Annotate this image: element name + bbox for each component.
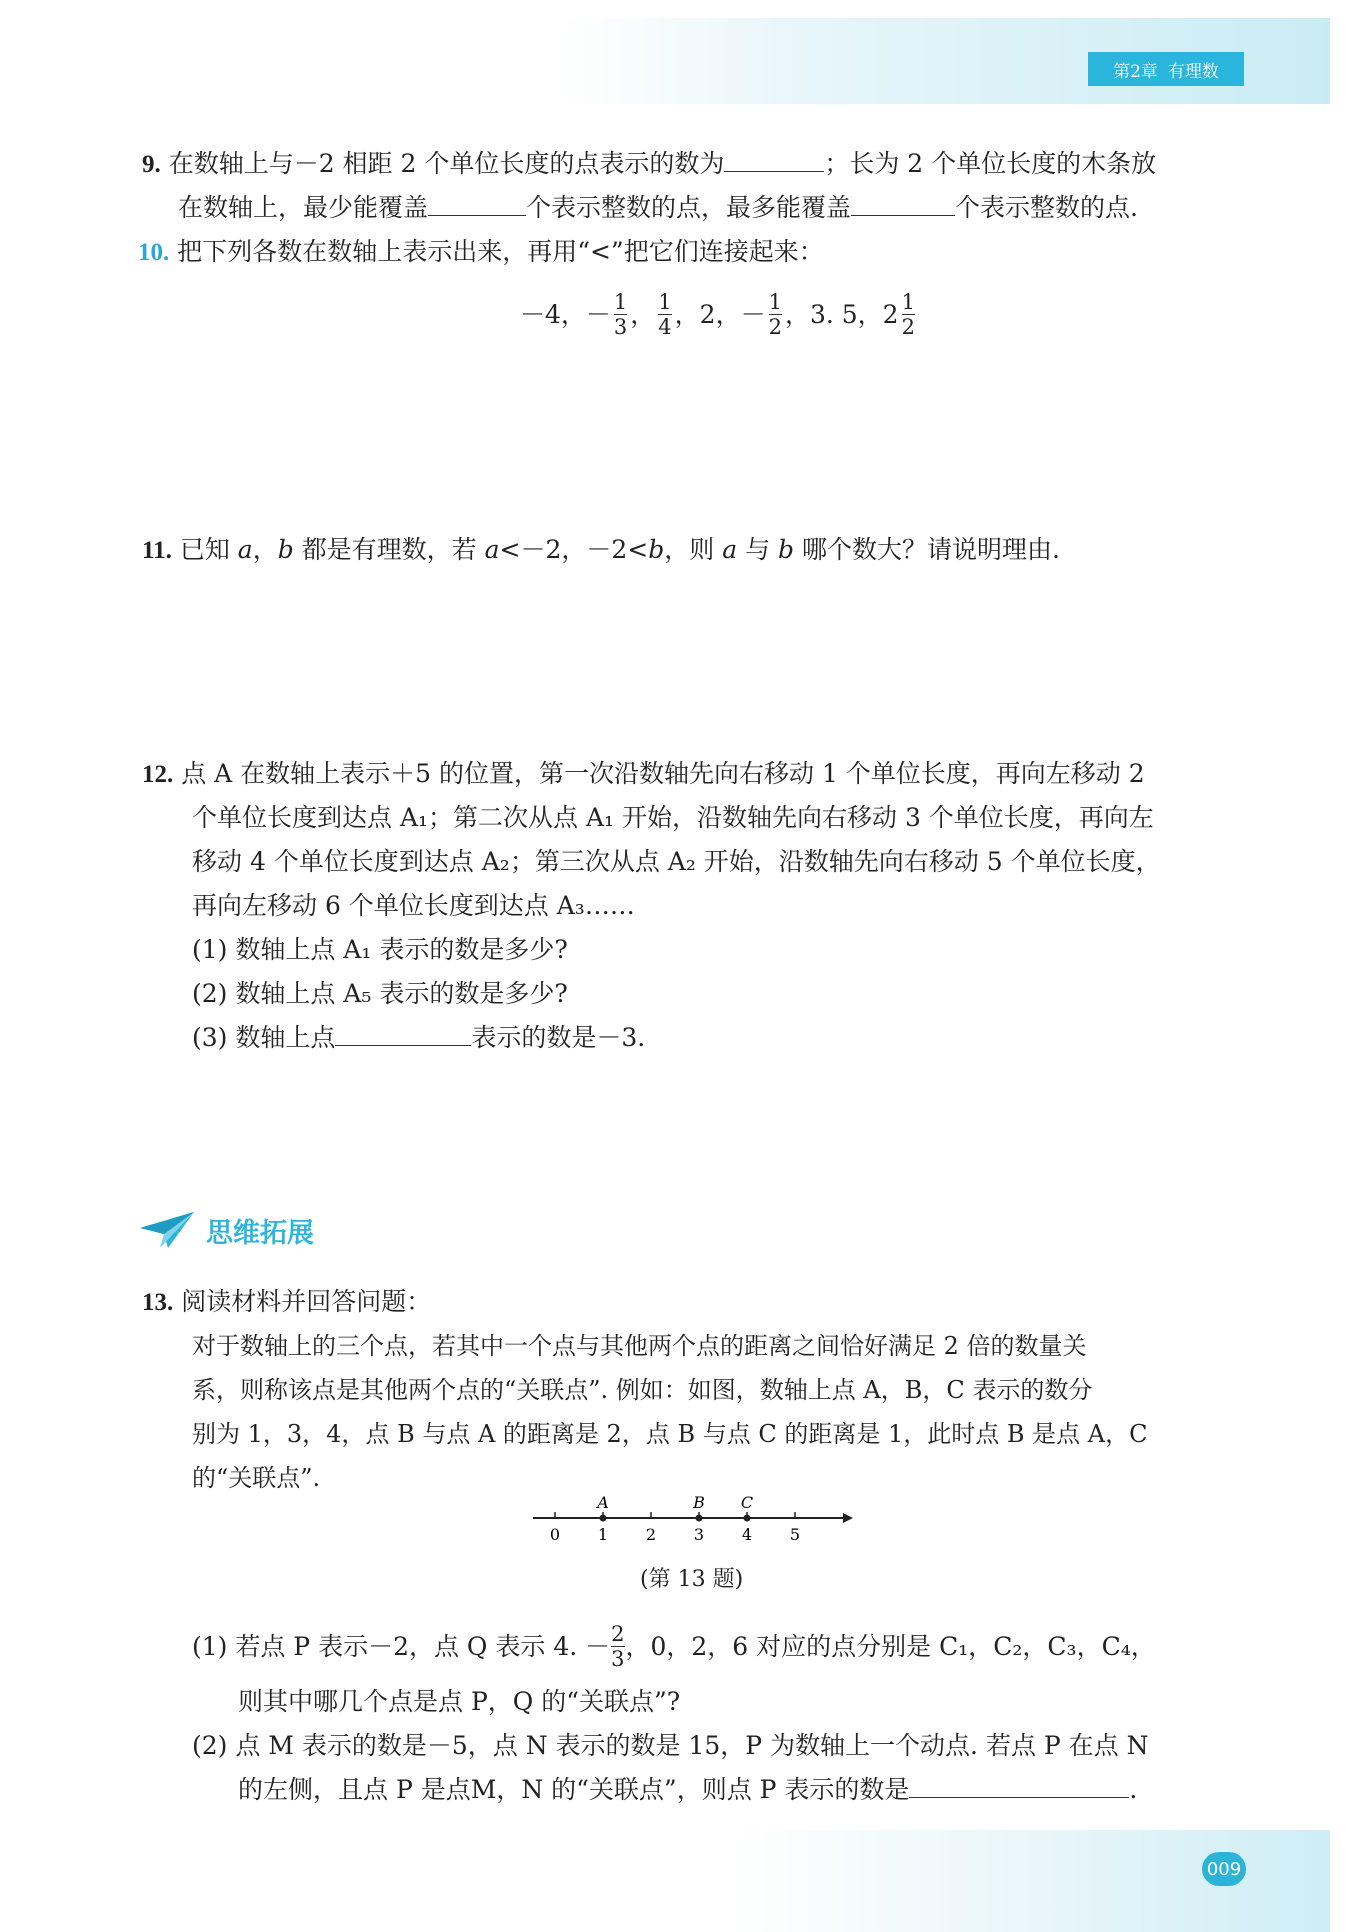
figure-caption: (第 13 题) bbox=[640, 1567, 744, 1592]
question-9-line2 bbox=[178, 186, 1138, 230]
q10-part: ，2，－ bbox=[674, 299, 766, 329]
q12-text: 表示的数是－3. bbox=[471, 1023, 646, 1052]
q13-part1-line1 bbox=[192, 1622, 1156, 1671]
q12-text: 点 A 在数轴上表示＋5 的位置，第一次沿数轴先向右移动 1 个单位长度，再向左移动 2 bbox=[181, 759, 1145, 788]
q10-part: ，3. 5，2 bbox=[784, 299, 899, 329]
var-b: b bbox=[277, 535, 294, 564]
section-heading bbox=[138, 1208, 314, 1252]
q9-text: 个表示整数的点，最多能覆盖 bbox=[526, 193, 852, 222]
var-b: b bbox=[648, 535, 665, 564]
tick-label: 5 bbox=[789, 1525, 801, 1544]
chapter-title: 有理数 bbox=[1167, 61, 1219, 82]
fraction bbox=[902, 290, 915, 339]
question-11 bbox=[142, 528, 1060, 573]
q9-text: 在数轴上与－2 相距 2 个单位长度的点表示的数为 bbox=[168, 149, 725, 178]
var-a: a bbox=[484, 535, 500, 564]
denominator: 3 bbox=[611, 1647, 625, 1671]
chapter-number: 第2章 bbox=[1113, 61, 1158, 82]
q11-text: ， bbox=[252, 535, 278, 564]
tick-label: 0 bbox=[549, 1525, 561, 1544]
numerator: 1 bbox=[613, 290, 628, 314]
numerator: 1 bbox=[901, 290, 915, 314]
question-number: 13. bbox=[142, 1289, 174, 1316]
q10-part: －4，－ bbox=[520, 299, 611, 329]
q13-text: ，0，2，6 对应的点分别是 C₁，C₂，C₃，C₄， bbox=[625, 1631, 1156, 1661]
fraction bbox=[611, 1622, 624, 1671]
tick-label: 2 bbox=[645, 1525, 657, 1544]
q9-text: 在数轴上，最少能覆盖 bbox=[178, 193, 429, 222]
answer-blank[interactable] bbox=[428, 189, 526, 216]
page-number: 009 bbox=[1202, 1852, 1246, 1886]
q10-number-list bbox=[520, 290, 916, 339]
point-b bbox=[696, 1515, 703, 1522]
denominator: 2 bbox=[768, 315, 782, 339]
q11-text: 已知 bbox=[179, 535, 238, 564]
question-number: 12. bbox=[142, 761, 174, 788]
q13-material-line2: 系，则称该点是其他两个点的“关联点”. 例如：如图，数轴上点 A，B，C 表示的数分 bbox=[192, 1376, 1093, 1404]
fraction bbox=[614, 290, 627, 339]
q13-material-line1: 对于数轴上的三个点，若其中一个点与其他两个点的距离之间恰好满足 2 倍的数量关 bbox=[192, 1332, 1087, 1360]
denominator: 4 bbox=[658, 315, 672, 339]
axis-arrow bbox=[843, 1513, 853, 1523]
answer-blank[interactable] bbox=[851, 189, 955, 216]
var-a: a bbox=[722, 535, 738, 564]
point-label: C bbox=[740, 1493, 754, 1512]
q10-part: ， bbox=[630, 299, 656, 329]
q11-text: 与 bbox=[737, 535, 779, 564]
q13-text: . bbox=[1129, 1775, 1138, 1804]
question-10 bbox=[138, 230, 824, 275]
point-label: A bbox=[597, 1493, 609, 1512]
q13-material-line4: 的“关联点”. bbox=[192, 1464, 321, 1492]
var-b: b bbox=[778, 535, 795, 564]
point-a bbox=[600, 1515, 607, 1522]
denominator: 2 bbox=[901, 315, 915, 339]
question-12-part3 bbox=[192, 1016, 645, 1060]
q11-text: ，则 bbox=[664, 535, 723, 564]
footer-band bbox=[0, 1830, 1330, 1932]
var-a: a bbox=[237, 535, 253, 564]
q13-text: (1) 若点 P 表示－2，点 Q 表示 4. － bbox=[192, 1631, 611, 1661]
q11-text: 哪个数大？请说明理由. bbox=[794, 535, 1060, 564]
number-line-figure bbox=[525, 1484, 855, 1556]
q10-text: 把下列各数在数轴上表示出来，再用“<”把它们连接起来： bbox=[177, 237, 824, 266]
question-9-line1 bbox=[142, 142, 1156, 187]
question-12-line4: 再向左移动 6 个单位长度到达点 A₃…… bbox=[192, 891, 635, 920]
q13-part2-line2 bbox=[238, 1768, 1137, 1812]
point-label: B bbox=[693, 1493, 705, 1512]
numerator: 1 bbox=[768, 290, 782, 314]
question-12-line3: 移动 4 个单位长度到达点 A₂；第三次从点 A₂ 开始，沿数轴先向右移动 5 个单位长度， bbox=[192, 847, 1161, 876]
q11-text: <－2，－2< bbox=[499, 535, 649, 564]
q9-text: 个表示整数的点. bbox=[955, 193, 1138, 222]
answer-blank[interactable] bbox=[909, 1771, 1129, 1798]
question-number: 11. bbox=[142, 537, 172, 564]
question-12-part1: (1) 数轴上点 A₁ 表示的数是多少? bbox=[192, 935, 568, 964]
question-13 bbox=[142, 1280, 431, 1325]
chapter-tab bbox=[1088, 52, 1244, 86]
q13-part2-line1: (2) 点 M 表示的数是－5，点 N 表示的数是 15，P 为数轴上一个动点. 若点 P 在点 N bbox=[192, 1731, 1149, 1760]
numerator: 2 bbox=[611, 1622, 625, 1646]
tick-label: 4 bbox=[741, 1525, 753, 1544]
fraction bbox=[658, 290, 671, 339]
numerator: 1 bbox=[658, 290, 672, 314]
question-number: 10. bbox=[138, 239, 170, 266]
fraction bbox=[769, 290, 782, 339]
section-title: 思维拓展 bbox=[206, 1217, 314, 1249]
question-12-part2: (2) 数轴上点 A₅ 表示的数是多少? bbox=[192, 979, 568, 1008]
q9-text: ；长为 2 个单位长度的木条放 bbox=[824, 149, 1157, 178]
q13-part1-line2: 则其中哪几个点是点 P，Q 的“关联点”? bbox=[238, 1687, 681, 1716]
denominator: 3 bbox=[613, 315, 628, 339]
q13-text: 阅读材料并回答问题： bbox=[181, 1287, 432, 1316]
answer-blank[interactable] bbox=[724, 145, 824, 172]
question-12-line1 bbox=[142, 752, 1145, 797]
q13-text: 的左侧，且点 P 是点M，N 的“关联点”，则点 P 表示的数是 bbox=[238, 1775, 910, 1804]
q13-material-line3: 别为 1，3，4，点 B 与点 A 的距离是 2，点 B 与点 C 的距离是 1，此时点 B 是点 A，C bbox=[192, 1420, 1148, 1448]
question-12-line2: 个单位长度到达点 A₁；第二次从点 A₁ 开始，沿数轴先向右移动 3 个单位长度，再向左 bbox=[192, 803, 1154, 832]
answer-blank[interactable] bbox=[335, 1019, 471, 1046]
tick-label: 1 bbox=[597, 1525, 609, 1544]
q11-text: 都是有理数，若 bbox=[293, 535, 485, 564]
point-c bbox=[744, 1515, 751, 1522]
q12-text: (3) 数轴上点 bbox=[192, 1023, 336, 1052]
paper-plane-icon bbox=[138, 1208, 196, 1252]
question-number: 9. bbox=[142, 151, 161, 178]
tick-label: 3 bbox=[693, 1525, 705, 1544]
